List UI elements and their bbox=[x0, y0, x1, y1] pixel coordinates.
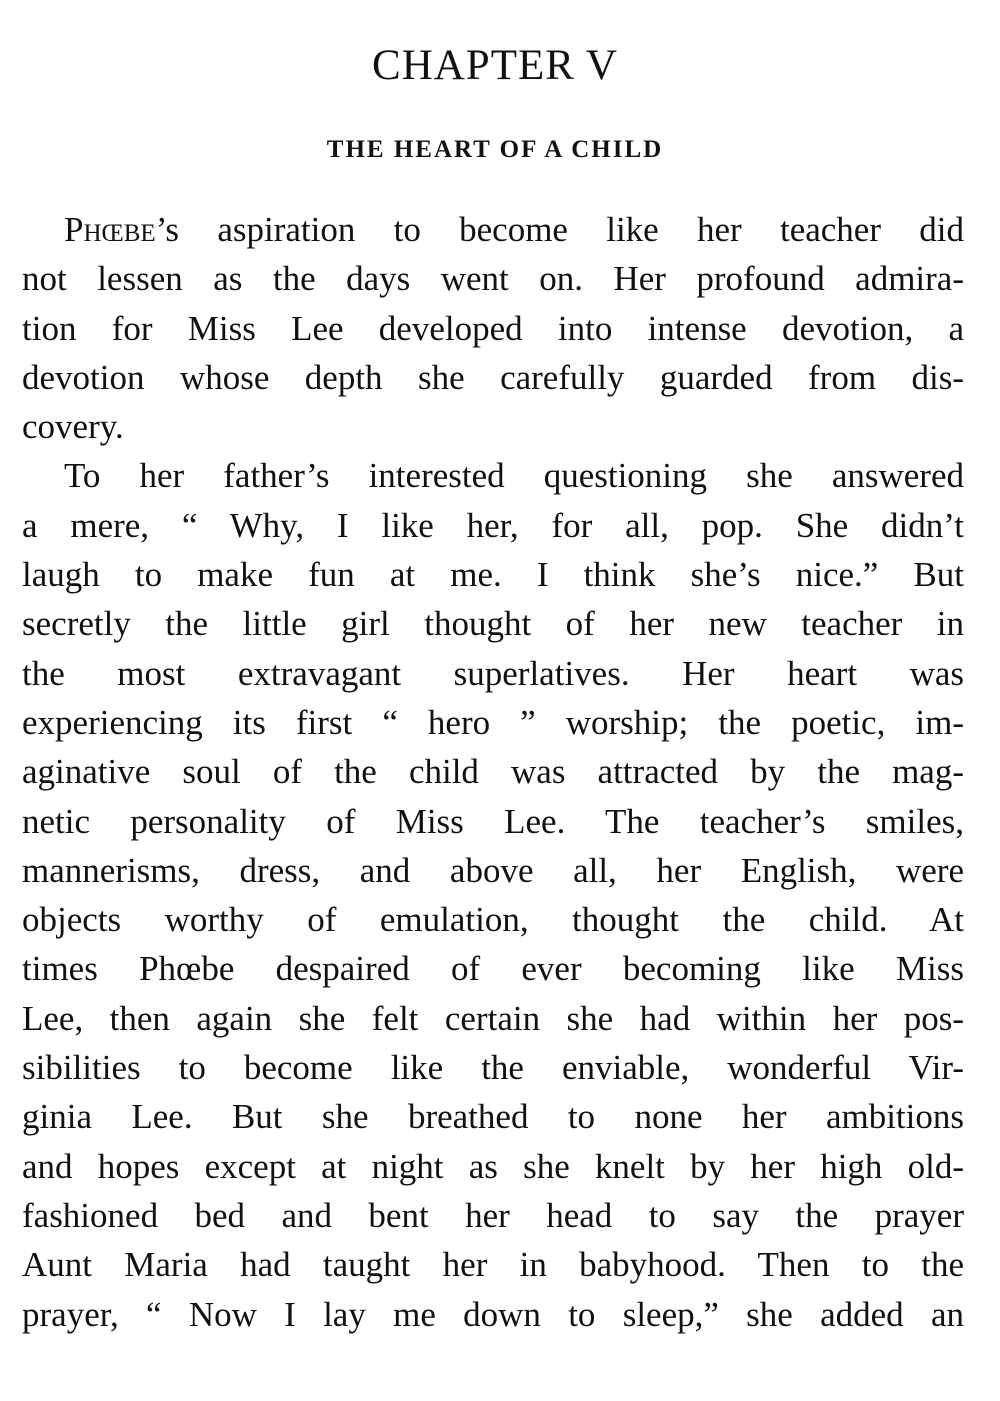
text-line: aginative soul of the child was attracted by the mag- bbox=[22, 752, 964, 792]
text-line: devotion whose depth she carefully guarded from dis- bbox=[22, 357, 964, 397]
text-line: a mere, “ Why, I like her, for all, pop. She didn’t bbox=[22, 505, 964, 545]
text-line: tion for Miss Lee developed into intense devotion, a bbox=[22, 308, 964, 348]
text-line: ginia Lee. But she breathed to none her ambitions bbox=[22, 1097, 964, 1137]
text-line: objects worthy of emulation, thought the child. At bbox=[22, 900, 964, 940]
paragraph-1 bbox=[22, 205, 964, 451]
text-line: prayer, “ Now I lay me down to sleep,” she added an bbox=[22, 1294, 964, 1334]
text-line: the most extravagant superlatives. Her heart was bbox=[22, 653, 964, 693]
text-line: mannerisms, dress, and above all, her English, were bbox=[22, 850, 964, 890]
text-line: Lee, then again she felt certain she had within her pos- bbox=[22, 998, 964, 1038]
text-line: experiencing its first “ hero ” worship; the poetic, im- bbox=[22, 702, 964, 742]
text-line: Aunt Maria had taught her in babyhood. Then to the bbox=[22, 1245, 964, 1285]
text-line: not lessen as the days went on. Her profound admira- bbox=[22, 259, 964, 299]
paragraph-2 bbox=[22, 451, 964, 1338]
text-line: To her father’s interested questioning she answered bbox=[64, 456, 964, 496]
body-text bbox=[22, 205, 964, 1339]
text-line: and hopes except at night as she knelt by her high old- bbox=[22, 1146, 964, 1186]
text-line: covery. bbox=[22, 407, 124, 447]
text-line: sibilities to become like the enviable, wonderful Vir- bbox=[22, 1048, 964, 1088]
drop-word: Phœbe bbox=[64, 210, 156, 249]
text-line: Phœbe’s aspiration to become like her teacher did bbox=[64, 210, 964, 249]
chapter-number: CHAPTER V bbox=[372, 42, 618, 89]
text-line: fashioned bed and bent her head to say the prayer bbox=[22, 1195, 964, 1235]
text-line: secretly the little girl thought of her new teacher in bbox=[22, 604, 964, 644]
text-line: netic personality of Miss Lee. The teacher’s smiles, bbox=[22, 801, 964, 841]
text-line: times Phœbe despaired of ever becoming like Miss bbox=[22, 949, 964, 989]
chapter-title: THE HEART OF A CHILD bbox=[326, 136, 664, 163]
text-line: laugh to make fun at me. I think she’s nice.” But bbox=[22, 555, 964, 595]
